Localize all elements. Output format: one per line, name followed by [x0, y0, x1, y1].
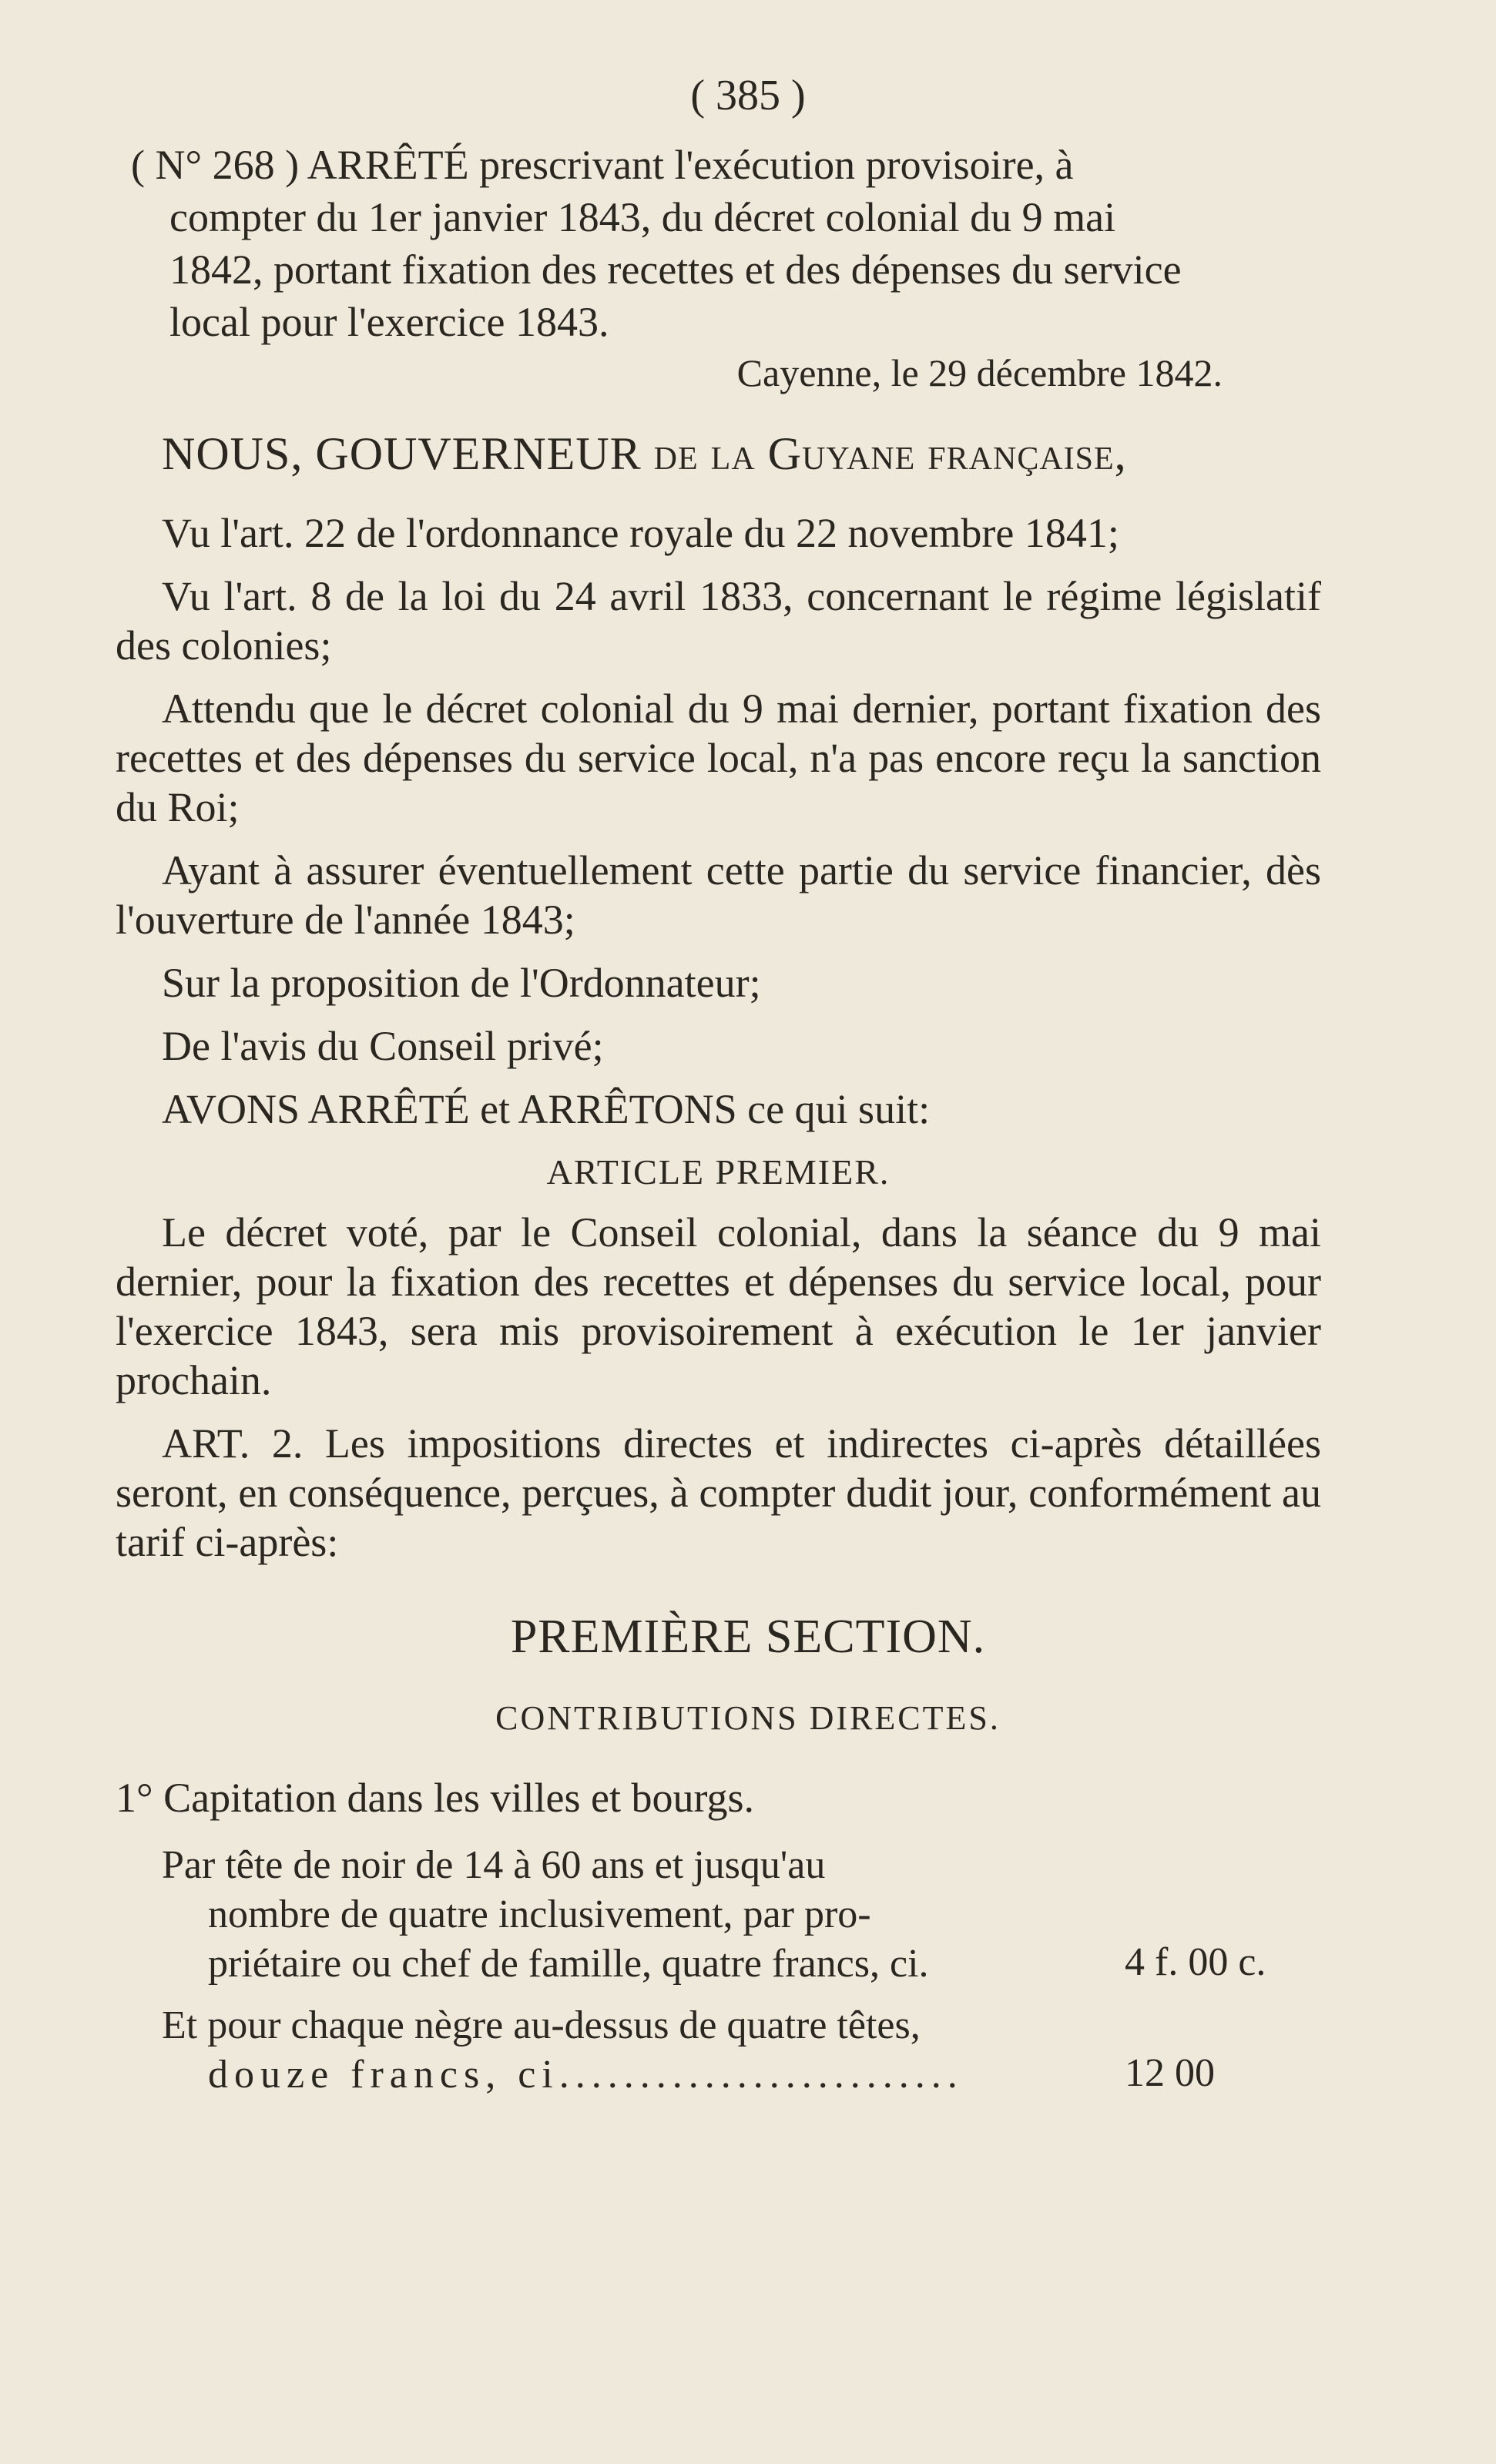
governor-preamble: NOUS, GOUVERNEUR de la Guyane française, — [162, 428, 1127, 479]
header-line-2: compter du 1er janvier 1843, du décret colonial du 9 mai — [169, 194, 1116, 240]
recital-paragraph: Ayant à assurer éventuellement cette partie du service financier, dès l'ouverture de l'année 1843; — [116, 847, 1321, 943]
dateline: Cayenne, le 29 décembre 1842. — [736, 351, 1223, 394]
tariff-entry — [162, 2001, 1086, 2100]
capitation-heading: 1° Capitation dans les villes et bourgs. — [116, 1775, 755, 1821]
article-1-text: Le décret voté, par le Conseil colonial, dans la séance du 9 mai dernier, pour la fixation des recettes et dépenses du service local, pour l'exercice 1843, sera mis provisoirement à exécution le 1er janvier prochain. — [116, 1209, 1321, 1403]
decree-header — [116, 139, 1321, 348]
recital-paragraph: Attendu que le décret colonial du 9 mai dernier, portant fixation des recettes et des dépenses du service local, n'a pas encore reçu la sanction du Roi; — [116, 686, 1321, 830]
entry-line: douze francs, ci......................... — [208, 2053, 964, 2097]
header-line-4: local pour l'exercice 1843. — [169, 299, 609, 345]
entry-amount: 12 00 — [1125, 2051, 1215, 2095]
page-number: ( 385 ) — [690, 72, 806, 119]
enacting-clause: AVONS ARRÊTÉ et ARRÊTONS ce qui suit: — [162, 1086, 931, 1132]
entry-amount: 4 f. 00 c. — [1125, 1940, 1266, 1984]
entry-line: Et pour chaque nègre au-dessus de quatre têtes, — [162, 2003, 921, 2047]
section-subtitle: CONTRIBUTIONS DIRECTES. — [495, 1699, 1001, 1737]
header-line-1: ( N° 268 ) ARRÊTÉ prescrivant l'exécution provisoire, à — [131, 142, 1074, 188]
decree-body — [116, 508, 1321, 1581]
entry-line: nombre de quatre inclusivement, par pro- — [208, 1892, 871, 1936]
header-line-3: 1842, portant fixation des recettes et des dépenses du service — [169, 246, 1182, 293]
entry-line: Par tête de noir de 14 à 60 ans et jusqu'au — [162, 1843, 826, 1887]
article-title: ARTICLE PREMIER. — [546, 1152, 891, 1192]
article-2-text: ART. 2. Les impositions directes et indirectes ci-après détaillées seront, en conséquence, perçues, à compter dudit jour, conformément au tarif ci-après: — [116, 1420, 1321, 1565]
entry-line: priétaire ou chef de famille, quatre francs, ci. — [208, 1942, 929, 1986]
recital-paragraph: Vu l'art. 8 de la loi du 24 avril 1833, concernant le régime législatif des colonies; — [116, 573, 1321, 669]
recital-paragraph: Sur la proposition de l'Ordonnateur; — [162, 960, 761, 1006]
recital-paragraph: Vu l'art. 22 de l'ordonnance royale du 22 novembre 1841; — [162, 510, 1119, 556]
recital-paragraph: De l'avis du Conseil privé; — [162, 1023, 604, 1069]
section-title: PREMIÈRE SECTION. — [510, 1611, 986, 1663]
tariff-entry — [162, 1841, 1086, 1989]
